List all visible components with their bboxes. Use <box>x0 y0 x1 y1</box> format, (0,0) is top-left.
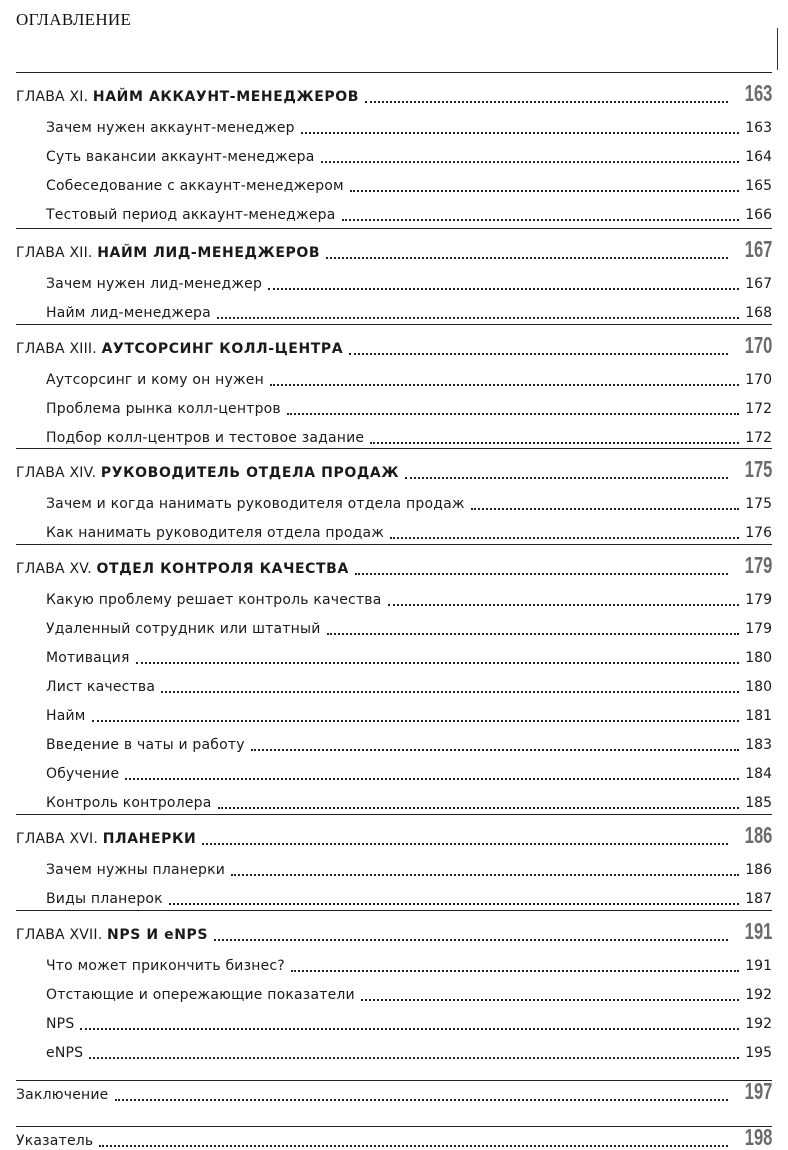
page-number: 167 <box>745 276 772 292</box>
section-row[interactable] <box>46 855 772 879</box>
section-row[interactable] <box>46 701 772 725</box>
section-title: Тестовый период аккаунт-менеджера <box>46 207 336 223</box>
chapter-name: NPS И eNPS <box>107 927 209 943</box>
chapter-label: ГЛАВА XVI. <box>16 831 99 847</box>
dot-leader <box>350 188 739 192</box>
section-title: Контроль контролера <box>46 795 212 811</box>
dot-leader <box>125 776 739 780</box>
chapter-label: ГЛАВА XIV. <box>16 465 97 481</box>
chapter-divider <box>16 448 772 449</box>
page-title: ОГЛАВЛЕНИЕ <box>16 10 132 29</box>
section-title: NPS <box>46 1016 75 1032</box>
page-number: 175 <box>745 496 772 512</box>
chapter-row[interactable] <box>16 334 772 358</box>
page-number: 197 <box>744 1080 772 1104</box>
chapter-name: НАЙМ ЛИД-МЕНЕДЖЕРОВ <box>97 245 321 261</box>
dot-leader <box>270 382 739 386</box>
dot-leader <box>99 1143 727 1147</box>
dot-leader <box>136 660 740 664</box>
section-row[interactable] <box>46 518 772 542</box>
chapter-title <box>16 244 320 262</box>
section-title: Найм <box>46 708 86 724</box>
dot-leader <box>349 351 727 355</box>
chapter-title <box>16 560 349 578</box>
header-vertical-rule <box>777 28 778 70</box>
section-title: Зачем нужны планерки <box>46 862 226 878</box>
page-number: 180 <box>745 650 772 666</box>
page-number: 166 <box>745 207 772 223</box>
section-row[interactable] <box>46 423 772 447</box>
chapter-row[interactable] <box>16 554 772 578</box>
chapter-name: АУТСОРСИНГ КОЛЛ-ЦЕНТРА <box>101 341 344 357</box>
page-number: 183 <box>745 737 772 753</box>
section-row[interactable] <box>46 884 772 908</box>
page-number: 172 <box>745 401 772 417</box>
chapter-divider <box>16 544 772 545</box>
section-title: Лист качества <box>46 679 156 695</box>
dot-leader <box>92 718 740 722</box>
section-title: Виды планерок <box>46 891 163 907</box>
page-number: 195 <box>745 1045 772 1061</box>
chapter-title <box>16 926 208 944</box>
dot-leader <box>471 506 740 510</box>
page-number: 186 <box>744 824 772 848</box>
chapter-title <box>16 88 359 106</box>
dot-leader <box>217 315 739 319</box>
section-title: Подбор колл-центров и тестовое задание <box>46 430 365 446</box>
section-row[interactable] <box>46 585 772 609</box>
section-title: Что может прикончить бизнес? <box>46 958 285 974</box>
section-title: Какую проблему решает контроль качества <box>46 592 382 608</box>
page-number: 198 <box>744 1126 772 1150</box>
dot-leader <box>115 1097 728 1101</box>
dot-leader <box>326 255 728 259</box>
chapter-divider <box>16 814 772 815</box>
section-row[interactable] <box>46 394 772 418</box>
section-title: Как нанимать руководителя отдела продаж <box>46 525 385 541</box>
dot-leader <box>80 1026 739 1030</box>
chapter-name: НАЙМ АККАУНТ-МЕНЕДЖЕРОВ <box>92 89 359 105</box>
section-row[interactable] <box>46 1038 772 1062</box>
page-number: 164 <box>745 149 772 165</box>
section-row[interactable] <box>46 980 772 1004</box>
section-title: Суть вакансии аккаунт-менеджера <box>46 149 315 165</box>
section-title: Отстающие и опережающие показатели <box>46 987 355 1003</box>
page-number: 191 <box>744 920 772 944</box>
dot-leader <box>370 440 739 444</box>
dot-leader <box>390 535 739 539</box>
dot-leader <box>287 411 739 415</box>
page-number: 186 <box>745 862 772 878</box>
page-number: 165 <box>745 178 772 194</box>
chapter-title <box>16 340 343 358</box>
dot-leader <box>161 689 739 693</box>
end-entry-row[interactable] <box>16 1126 772 1150</box>
dot-leader <box>327 631 740 635</box>
header-divider <box>16 72 772 73</box>
page-number: 185 <box>745 795 772 811</box>
dot-leader <box>301 130 739 134</box>
page-number: 184 <box>745 766 772 782</box>
page-number: 170 <box>744 334 772 358</box>
chapter-title: Указатель <box>16 1133 94 1149</box>
page-number: 179 <box>745 592 772 608</box>
chapter-row[interactable] <box>16 824 772 848</box>
chapter-label: ГЛАВА XVII. <box>16 927 103 943</box>
section-title: Введение в чаты и работу <box>46 737 245 753</box>
page-number: 167 <box>744 238 772 262</box>
section-row[interactable] <box>46 672 772 696</box>
section-title: Зачем нужен аккаунт-менеджер <box>46 120 295 136</box>
chapter-row[interactable] <box>16 238 772 262</box>
dot-leader <box>355 571 728 575</box>
page-number: 187 <box>745 891 772 907</box>
section-row[interactable] <box>46 171 772 195</box>
page-number: 179 <box>744 554 772 578</box>
section-row[interactable] <box>46 113 772 137</box>
section-title: Зачем нужен лид-менеджер <box>46 276 263 292</box>
section-title: Мотивация <box>46 650 130 666</box>
page-number: 170 <box>745 372 772 388</box>
dot-leader <box>231 872 739 876</box>
dot-leader <box>365 99 728 103</box>
dot-leader <box>321 159 740 163</box>
chapter-label: ГЛАВА XIII. <box>16 341 97 357</box>
chapter-name: ОТДЕЛ КОНТРОЛЯ КАЧЕСТВА <box>96 561 349 577</box>
section-row[interactable] <box>46 200 772 224</box>
section-row[interactable] <box>46 298 772 322</box>
section-title: Собеседование с аккаунт-менеджером <box>46 178 344 194</box>
dot-leader <box>405 475 728 479</box>
chapter-title: Заключение <box>16 1087 109 1103</box>
dot-leader <box>89 1055 739 1059</box>
section-row[interactable] <box>46 489 772 513</box>
chapter-row[interactable] <box>16 82 772 106</box>
page-number: 180 <box>745 679 772 695</box>
section-title: Удаленный сотрудник или штатный <box>46 621 321 637</box>
chapter-divider <box>16 324 772 325</box>
section-title: Обучение <box>46 766 120 782</box>
dot-leader <box>214 937 728 941</box>
section-title: Найм лид-менеджера <box>46 305 211 321</box>
dot-leader <box>291 968 739 972</box>
page-number: 172 <box>745 430 772 446</box>
page-number: 168 <box>745 305 772 321</box>
section-row[interactable] <box>46 759 772 783</box>
chapter-row[interactable] <box>16 458 772 482</box>
dot-leader <box>268 286 739 290</box>
page-number: 192 <box>745 1016 772 1032</box>
section-row[interactable] <box>46 951 772 975</box>
page-number: 179 <box>745 621 772 637</box>
section-row[interactable] <box>46 730 772 754</box>
dot-leader <box>361 997 739 1001</box>
chapter-label: ГЛАВА XI. <box>16 89 89 105</box>
section-row[interactable] <box>46 269 772 293</box>
page-number: 181 <box>745 708 772 724</box>
dot-leader <box>342 217 740 221</box>
page-number: 163 <box>745 120 772 136</box>
chapter-divider <box>16 228 772 229</box>
chapter-title <box>16 830 196 848</box>
chapter-name: РУКОВОДИТЕЛЬ ОТДЕЛА ПРОДАЖ <box>100 465 400 481</box>
dot-leader <box>169 901 739 905</box>
dot-leader <box>388 602 740 606</box>
page-number: 163 <box>744 82 772 106</box>
dot-leader <box>251 747 740 751</box>
page-number: 191 <box>745 958 772 974</box>
section-row[interactable] <box>46 142 772 166</box>
section-title: Зачем и когда нанимать руководителя отдела продаж <box>46 496 465 512</box>
page-number: 192 <box>745 987 772 1003</box>
chapter-label: ГЛАВА XV. <box>16 561 92 577</box>
chapter-label: ГЛАВА XII. <box>16 245 93 261</box>
page-number: 175 <box>744 458 772 482</box>
section-row[interactable] <box>46 643 772 667</box>
dot-leader <box>218 805 740 809</box>
chapter-title <box>16 464 399 482</box>
section-row[interactable] <box>46 788 772 812</box>
chapter-divider <box>16 910 772 911</box>
section-row[interactable] <box>46 1009 772 1033</box>
page-number: 176 <box>745 525 772 541</box>
chapter-name: ПЛАНЕРКИ <box>102 831 197 847</box>
section-row[interactable] <box>46 365 772 389</box>
dot-leader <box>202 841 727 845</box>
section-title: eNPS <box>46 1045 84 1061</box>
end-entry-row[interactable] <box>16 1080 772 1104</box>
section-title: Проблема рынка колл-центров <box>46 401 281 417</box>
section-row[interactable] <box>46 614 772 638</box>
section-title: Аутсорсинг и кому он нужен <box>46 372 264 388</box>
chapter-row[interactable] <box>16 920 772 944</box>
